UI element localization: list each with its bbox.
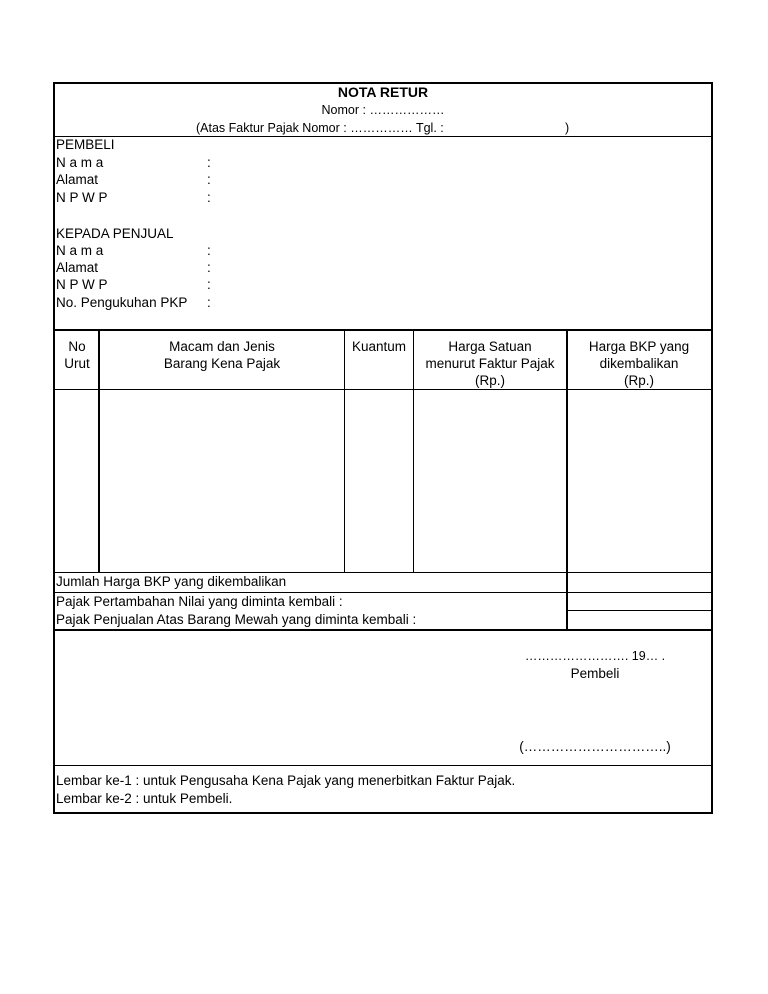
table-body-bottom	[53, 572, 713, 573]
col-harga-satuan-line3: (Rp.)	[475, 373, 505, 388]
pembeli-nama-sep: :	[207, 155, 211, 170]
col-harga-satuan-line1: Harga Satuan	[448, 339, 532, 354]
penjual-alamat-sep: :	[207, 260, 211, 275]
signature-name: (…………………………..)	[519, 739, 671, 754]
col-divider-4	[566, 330, 568, 630]
total-jumlah-harga: Jumlah Harga BKP yang dikembalikan	[56, 574, 287, 589]
pembeli-npwp-sep: :	[207, 190, 211, 205]
col-kuantum-line1: Kuantum	[351, 339, 407, 354]
penjual-pkp-sep: :	[207, 295, 211, 310]
col-macam-line1: Macam dan Jenis	[169, 339, 275, 354]
total-amount-divider	[567, 610, 713, 611]
col-divider-3	[413, 330, 414, 573]
col-no-line1: No	[68, 339, 86, 354]
border-right	[711, 82, 713, 814]
pembeli-alamat-label: Alamat	[56, 172, 99, 187]
penjual-pkp-label: No. Pengukuhan PKP	[56, 295, 188, 310]
header-divider	[53, 136, 713, 137]
border-bottom	[53, 812, 713, 814]
penjual-npwp-sep: :	[207, 277, 211, 292]
total-row-divider-1	[53, 592, 713, 593]
pembeli-alamat-sep: :	[207, 172, 211, 187]
col-harga-bkp-line2: dikembalikan	[599, 356, 679, 371]
footer-lembar-2: Lembar ke-2 : untuk Pembeli.	[56, 791, 233, 806]
totals-bottom	[53, 629, 713, 631]
col-harga-bkp-line1: Harga BKP yang	[588, 339, 690, 354]
table-header-divider	[53, 389, 713, 390]
border-left	[53, 82, 55, 814]
total-ppnbm: Pajak Penjualan Atas Barang Mewah yang diminta kembali :	[56, 612, 417, 627]
footer-lembar-1: Lembar ke-1 : untuk Pengusaha Kena Pajak yang menerbitkan Faktur Pajak.	[56, 773, 516, 788]
col-harga-bkp-line3: (Rp.)	[624, 373, 654, 388]
nomor-line: Nomor : ………………	[321, 103, 445, 117]
penjual-npwp-label: N P W P	[56, 277, 108, 292]
pembeli-heading: PEMBELI	[56, 137, 115, 152]
signature-role: Pembeli	[570, 666, 620, 681]
col-macam-line2: Barang Kena Pajak	[163, 356, 281, 371]
col-divider-2	[344, 330, 345, 573]
signature-bottom	[53, 765, 713, 766]
col-no-line2: Urut	[64, 356, 90, 371]
atas-faktur-close: )	[565, 121, 570, 135]
penjual-alamat-label: Alamat	[56, 260, 99, 275]
pembeli-npwp-label: N P W P	[56, 190, 108, 205]
atas-faktur-line: (Atas Faktur Pajak Nomor : …………… Tgl. :	[196, 121, 444, 135]
col-divider-1	[98, 330, 100, 573]
penjual-nama-label: N a m a	[56, 243, 104, 258]
total-ppn: Pajak Pertambahan Nilai yang diminta kembali :	[56, 594, 343, 609]
form-title: NOTA RETUR	[337, 84, 429, 100]
table-top-border	[53, 329, 713, 331]
penjual-heading: KEPADA PENJUAL	[56, 226, 174, 241]
signature-date: ……………………. 19… .	[524, 649, 666, 663]
col-harga-satuan-line2: menurut Faktur Pajak	[425, 356, 555, 371]
pembeli-nama-label: N a m a	[56, 155, 104, 170]
penjual-nama-sep: :	[207, 243, 211, 258]
